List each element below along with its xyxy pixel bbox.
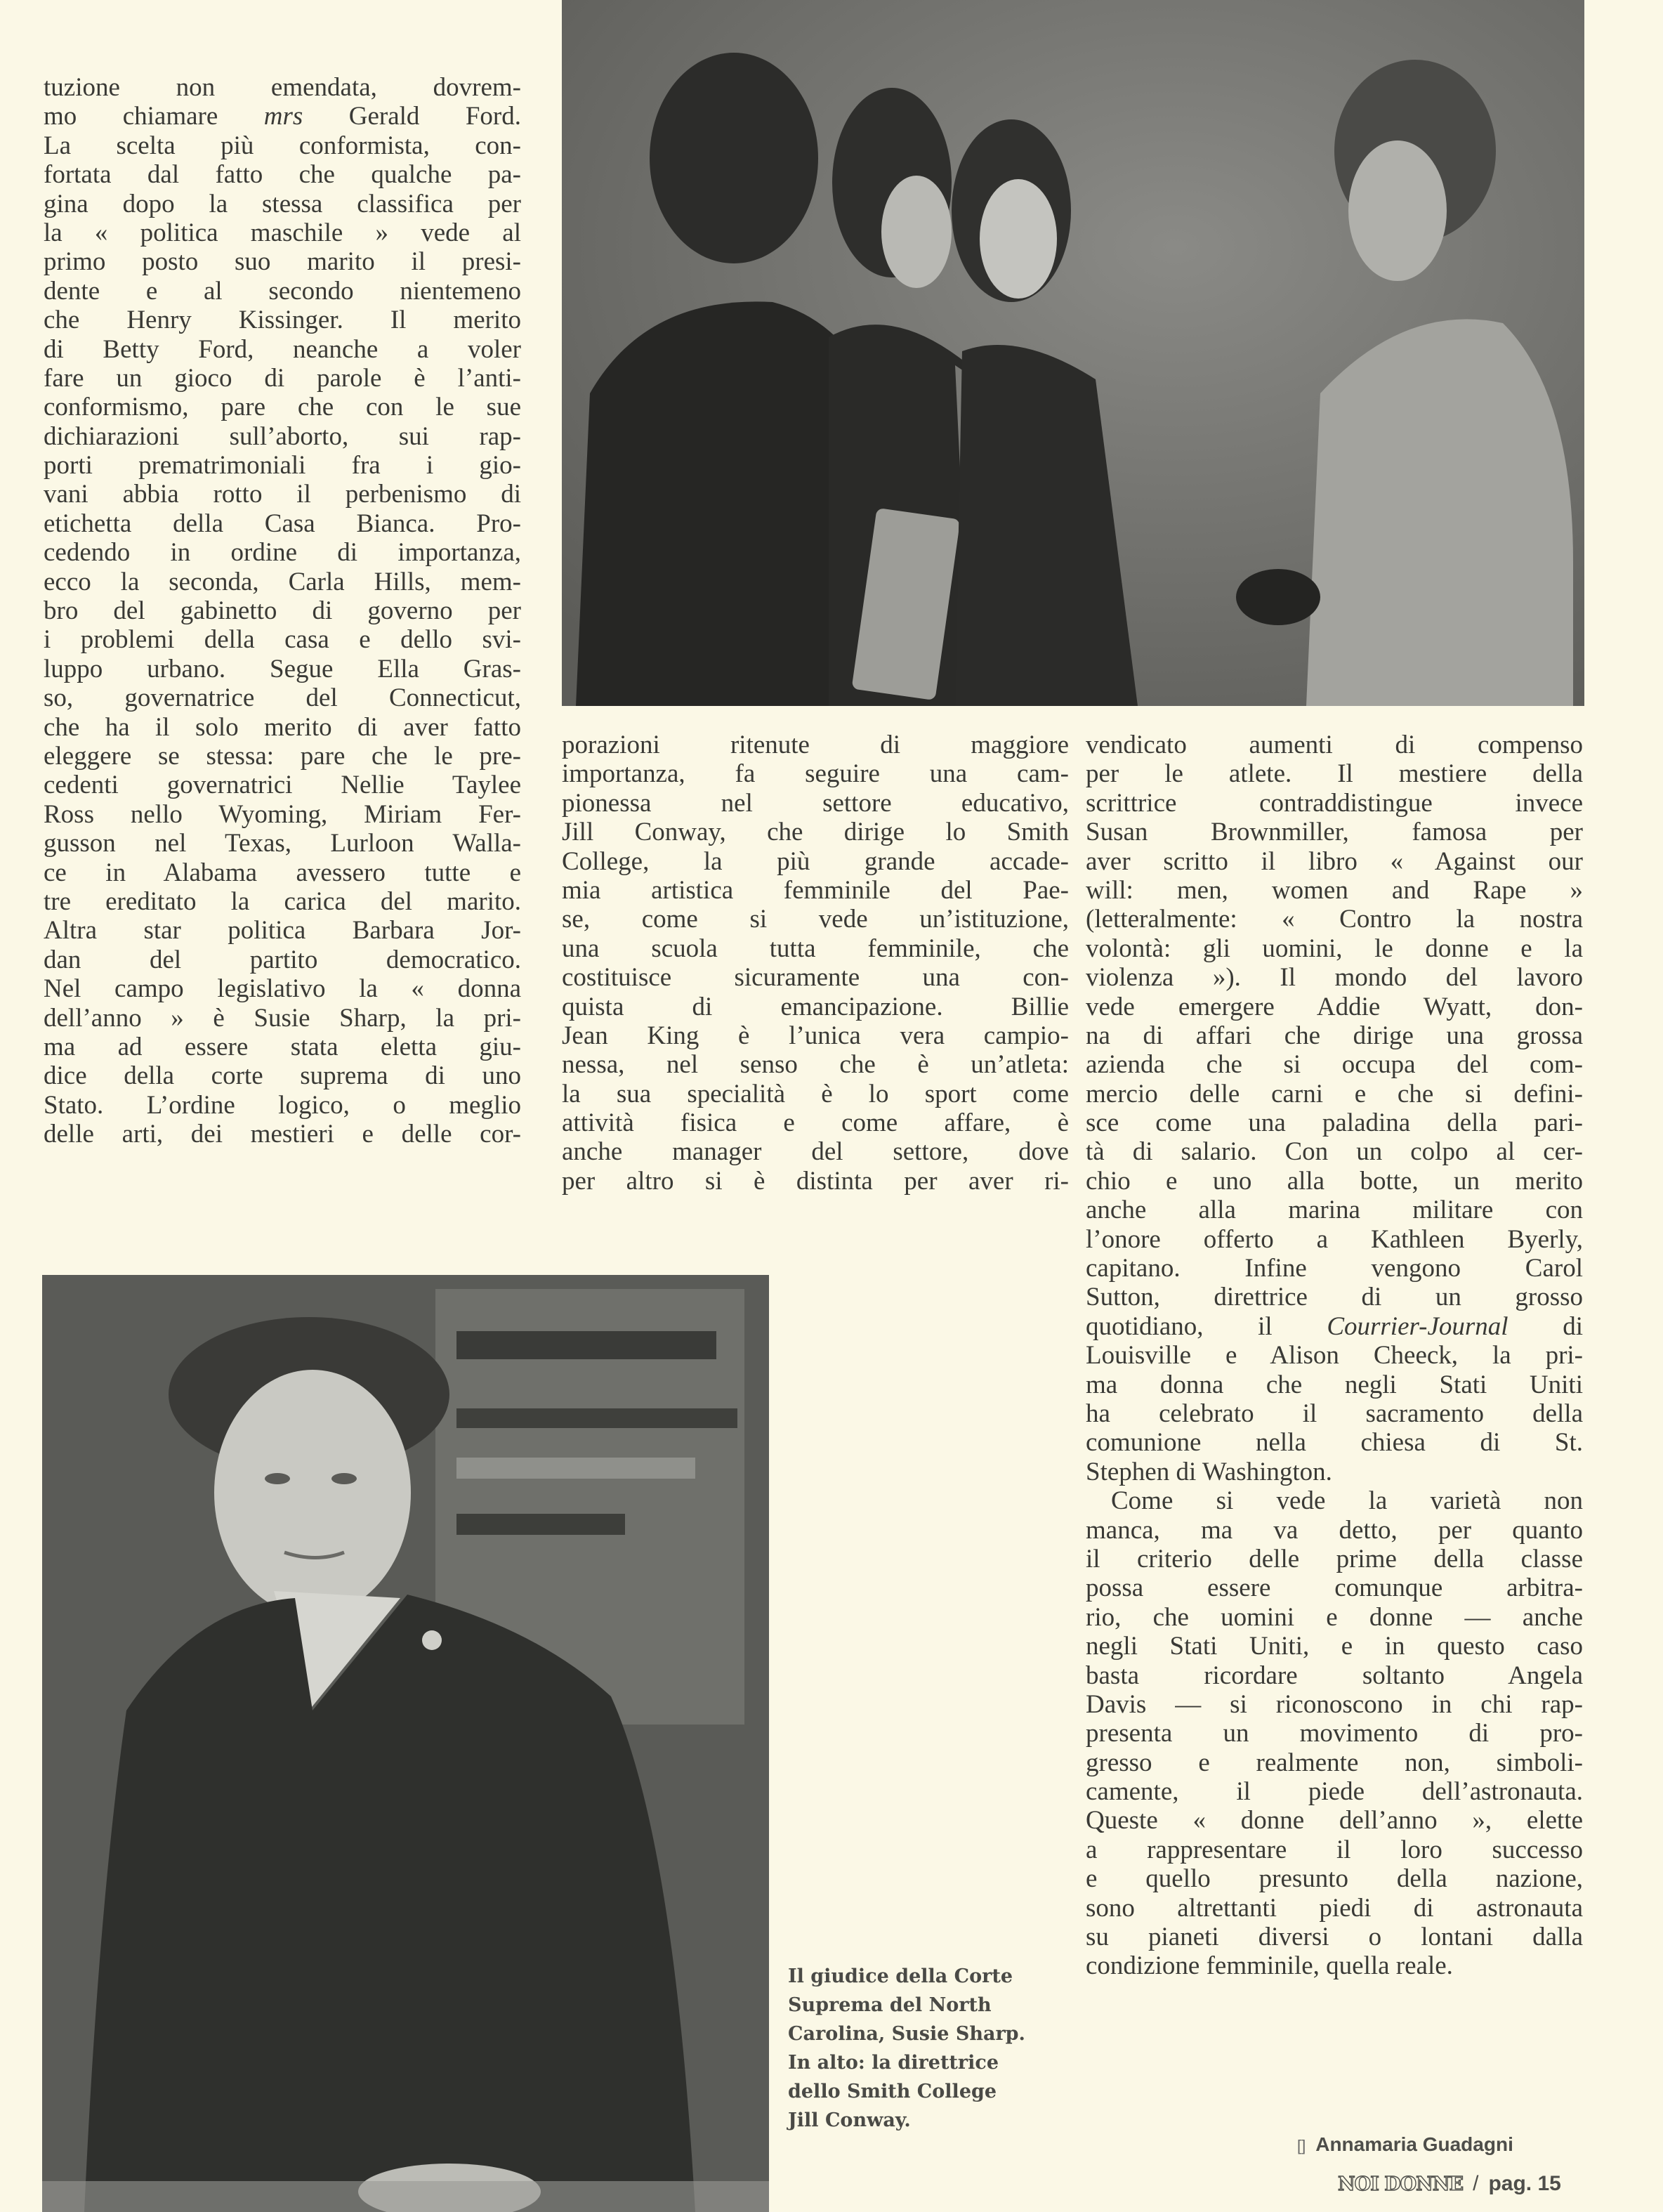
text-line: nessa, nel senso che è un’atleta:: [562, 1050, 1069, 1080]
text-line: mia artistica femminile del Pae-: [562, 875, 1069, 905]
italic-text: mrs: [263, 102, 303, 131]
caption-line: In alto: la direttrice: [788, 2052, 999, 2074]
text-line: dell’anno » è Susie Sharp, la pri-: [44, 1003, 521, 1033]
text-line: basta ricordare soltanto Angela: [1086, 1661, 1583, 1690]
text-line: che Henry Kissinger. Il merito: [44, 306, 521, 335]
photo-group-of-women-icon: [562, 0, 1584, 706]
text-line: rio, che uomini e donne — anche: [1086, 1602, 1583, 1632]
text-line: capitano. Infine vengono Carol: [1086, 1254, 1583, 1283]
end-mark-icon: []: [1297, 2137, 1306, 2154]
text-line: negli Stati Uniti, e in questo caso: [1086, 1632, 1583, 1661]
text-line: gusson nel Texas, Lurloon Walla-: [44, 829, 521, 858]
text-line: anche manager del settore, dove: [562, 1137, 1069, 1167]
text-line: Louisville e Alison Cheeck, la pri-: [1086, 1341, 1583, 1370]
photo-caption: [788, 1962, 1083, 2135]
text-line: per altro si è distinta per aver ri-: [562, 1166, 1069, 1196]
text-line: Stephen di Washington.: [1086, 1457, 1332, 1486]
text-line: Come si vede la varietà non: [1111, 1486, 1583, 1516]
text-line: cedendo in ordine di importanza,: [44, 538, 521, 568]
text-line: una scuola tutta femminile, che: [562, 934, 1069, 963]
text-line: bro del gabinetto di governo per: [44, 596, 521, 626]
text-line: Sutton, direttrice di un grosso: [1086, 1283, 1583, 1312]
text-line: ma donna che negli Stati Uniti: [1086, 1370, 1583, 1399]
text-line: La scelta più conformista, con-: [44, 131, 521, 160]
page-footer: [1338, 2172, 1561, 2196]
text-line: azienda che si occupa del com-: [1086, 1050, 1583, 1080]
text-line: Davis — si riconoscono in chi rap-: [1086, 1689, 1583, 1719]
text-line: attività fisica e come affare, è: [562, 1108, 1069, 1138]
text-line: vani abbia rotto il perbenismo di: [44, 480, 521, 509]
text-line: manca, ma va detto, per quanto: [1086, 1515, 1583, 1545]
text-line: presenta un movimento di pro-: [1086, 1719, 1583, 1748]
text-line: eleggere se stessa: pare che le pre-: [44, 741, 521, 771]
text-line: chio e uno alla botte, un merito: [1086, 1166, 1583, 1196]
text-line: violenza »). Il mondo del lavoro: [1086, 963, 1583, 993]
photo-group-of-women: [562, 0, 1584, 706]
photo-portrait-judge-icon: [42, 1275, 769, 2212]
text-line: etichetta della Casa Bianca. Pro-: [44, 509, 521, 538]
text-line: la « politica maschile » vede al: [44, 218, 521, 247]
article-column-right: [1086, 731, 1583, 1981]
article-column-left: [44, 73, 521, 1148]
text-line: e quello presunto della nazione,: [1086, 1864, 1583, 1894]
text-line: na di affari che dirige una grossa: [1086, 1021, 1583, 1050]
text-line: Susan Brownmiller, famosa per: [1086, 818, 1583, 847]
text-line: tuzione non emendata, dovrem-: [44, 73, 521, 102]
text-line: dente e al secondo nientemeno: [44, 276, 521, 306]
text-line: gina dopo la stessa classifica per: [44, 189, 521, 218]
caption-line: Suprema del North: [788, 1994, 992, 2016]
text-line: tà di salario. Con un colpo al cer-: [1086, 1137, 1583, 1167]
text-line: che ha il solo merito di aver fatto: [44, 712, 521, 742]
text-line: primo posto suo marito il presi-: [44, 247, 521, 277]
text-line: scrittrice contraddistingue invece: [1086, 788, 1583, 818]
text-line: ecco la seconda, Carla Hills, mem-: [44, 567, 521, 596]
text-line: sce come una paladina della pari-: [1086, 1108, 1583, 1138]
text-line: conformismo, pare che con le sue: [44, 393, 521, 422]
text-line: will: men, women and Rape »: [1086, 875, 1583, 905]
text-line: tre ereditato la carica del marito.: [44, 886, 521, 916]
text-line: fortata dal fatto che qualche pa-: [44, 160, 521, 190]
text-line: anche alla marina militare con: [1086, 1196, 1583, 1225]
page-number: pag. 15: [1488, 2172, 1561, 2195]
text-line: volontà: gli uomini, le donne e la: [1086, 934, 1583, 963]
text-line: Nel campo legislativo la « donna: [44, 974, 521, 1004]
text-line: dan del partito democratico.: [44, 945, 521, 974]
text-line: i problemi della casa e dello svi-: [44, 625, 521, 655]
text-line: mercio delle carni e che si defini-: [1086, 1079, 1583, 1108]
text-line: delle arti, dei mestieri e delle cor-: [44, 1120, 521, 1149]
text-line: Jean King è l’unica vera campio-: [562, 1021, 1069, 1050]
text-line: aver scritto il libro « Against our: [1086, 846, 1583, 876]
text-line: condizione femminile, quella reale.: [1086, 1951, 1453, 1981]
text-line: possa essere comunque arbitra-: [1086, 1573, 1583, 1603]
text-line: camente, il piede dell’astronauta.: [1086, 1777, 1583, 1807]
text-line: Stato. L’ordine logico, o meglio: [44, 1090, 521, 1120]
text-line: se, come si vede un’istituzione,: [562, 905, 1069, 934]
text-line: pionessa nel settore educativo,: [562, 788, 1069, 818]
article-column-middle: [562, 731, 1069, 1196]
caption-line: Jill Conway.: [788, 2109, 911, 2131]
text-line: ma ad essere stata eletta giu-: [44, 1032, 521, 1061]
text-line: fare un gioco di parole è l’anti-: [44, 363, 521, 393]
text-line: vendicato aumenti di compenso: [1086, 731, 1583, 759]
text-line: quotidiano, il Courrier-Journal di: [1086, 1311, 1583, 1341]
caption-line: Il giudice della Corte: [788, 1965, 1013, 1987]
text-line: dice della corte suprema di uno: [44, 1061, 521, 1091]
text-line: ha celebrato il sacramento della: [1086, 1399, 1583, 1428]
text-line: Ross nello Wyoming, Miriam Fer-: [44, 799, 521, 829]
text-line: mo chiamare mrs Gerald Ford.: [44, 102, 521, 131]
text-line: importanza, fa seguire una cam-: [562, 759, 1069, 789]
text-line: il criterio delle prime della classe: [1086, 1544, 1583, 1573]
text-line: di Betty Ford, neanche a voler: [44, 334, 521, 364]
photo-portrait-judge: [42, 1275, 769, 2212]
text-line: l’onore offerto a Kathleen Byerly,: [1086, 1224, 1583, 1254]
text-line: dichiarazioni sull’aborto, sui rap-: [44, 421, 521, 451]
text-line: porazioni ritenute di maggiore: [562, 731, 1069, 759]
magazine-logo: NOI DONNE: [1338, 2173, 1464, 2195]
text-line: so, governatrice del Connecticut,: [44, 683, 521, 713]
text-line: cedenti governatrici Nellie Taylee: [44, 771, 521, 800]
text-line: ce in Alabama avessero tutte e: [44, 858, 521, 887]
text-line: Altra star politica Barbara Jor-: [44, 916, 521, 945]
text-line: gresso e realmente non, simboli-: [1086, 1748, 1583, 1777]
text-line: costituisce sicuramente una con-: [562, 963, 1069, 993]
text-line: per le atlete. Il mestiere della: [1086, 759, 1583, 789]
text-line: porti prematrimoniali fra i gio-: [44, 451, 521, 480]
byline: [1297, 2133, 1513, 2156]
footer-separator: /: [1473, 2172, 1479, 2195]
text-line: quista di emancipazione. Billie: [562, 992, 1069, 1021]
text-line: luppo urbano. Segue Ella Gras-: [44, 654, 521, 683]
text-line: Queste « donne dell’anno », elette: [1086, 1806, 1583, 1835]
caption-line: Carolina, Susie Sharp.: [788, 2023, 1025, 2045]
text-line: Jill Conway, che dirige lo Smith: [562, 818, 1069, 847]
text-line: la sua specialità è lo sport come: [562, 1079, 1069, 1108]
text-line: a rappresentare il loro successo: [1086, 1835, 1583, 1864]
text-line: College, la più grande accade-: [562, 846, 1069, 876]
author-name: Annamaria Guadagni: [1315, 2133, 1513, 2155]
italic-text: Courrier-Journal: [1327, 1311, 1508, 1341]
text-line: (letteralmente: « Contro la nostra: [1086, 905, 1583, 934]
text-line: su pianeti diversi o lontani dalla: [1086, 1923, 1583, 1952]
text-line: vede emergere Addie Wyatt, don-: [1086, 992, 1583, 1021]
text-line: sono altrettanti piedi di astronauta: [1086, 1893, 1583, 1923]
caption-line: dello Smith College: [788, 2081, 997, 2102]
text-line: comunione nella chiesa di St.: [1086, 1428, 1583, 1458]
